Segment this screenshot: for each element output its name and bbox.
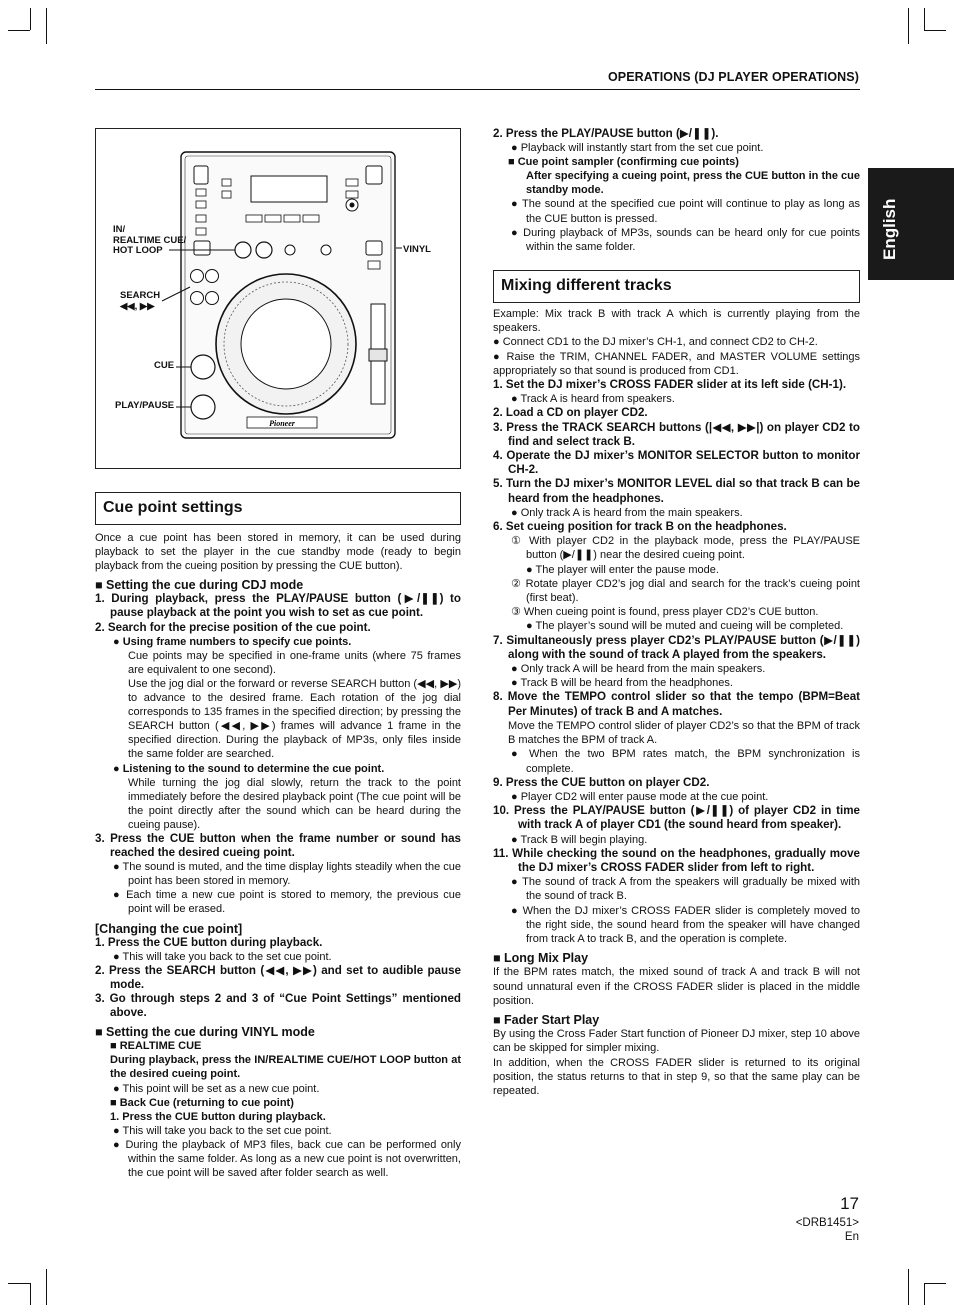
realtime-bullet: ● This point will be set as a new cue point. xyxy=(113,1082,320,1095)
play-step-2-bullet: ● Playback will instantly start from the set cue point. xyxy=(511,142,764,155)
mix-step-8-text: Move the TEMPO control slider of player CD2’s so that the BPM of track B matches the BPM of track A. xyxy=(508,719,860,747)
backcue-step-1: 1. Press the CUE button during playback. xyxy=(110,1110,326,1123)
cdj-step-3: 3. Press the CUE button when the frame number or sound has reached the desired cueing point. xyxy=(95,831,461,860)
fader-text-1: By using the Cross Fader Start function of Pioneer DJ mixer, step 10 above can be skipped for simpler mixing. xyxy=(493,1028,860,1055)
fader-heading: ■ Fader Start Play xyxy=(493,1012,600,1027)
cue-section-title: Cue point settings xyxy=(95,492,461,525)
mix-step-7-bullet-2: ● Track B will be heard from the headphones. xyxy=(511,677,733,690)
language-tab-label: English xyxy=(880,198,899,260)
sampler-bullet-1: ● The sound at the specified cue point will continue to play as long as the CUE button is pressed. xyxy=(511,198,860,225)
mix-bullet-1: ● Connect CD1 to the DJ mixer’s CH-1, and connect CD2 to CH-2. xyxy=(493,336,818,349)
mix-step-6-item-3-bullet: ● The player’s sound will be muted and cueing will be completed. xyxy=(526,620,844,633)
mix-example: Example: Mix track B with track A which is currently playing from the speakers. xyxy=(493,308,860,335)
crop-mark xyxy=(924,8,925,30)
crop-mark xyxy=(8,30,30,31)
mix-step-7: 7. Simultaneously press player CD2’s PLAY/PAUSE button (▶/❚❚) along with the sound of track A played from the speakers. xyxy=(493,633,860,661)
vinyl-heading: ■ Setting the cue during VINYL mode xyxy=(95,1025,315,1040)
crop-mark xyxy=(30,8,31,30)
mix-step-6-item-2: ② Rotate player CD2’s jog dial and search for the track’s cueing point (first beat). xyxy=(511,577,860,605)
crop-mark xyxy=(30,1283,31,1305)
backcue-bullet-2: ● During the playback of MP3 files, back cue can be performed only within the same folder. As long as a new cue point is not overwritten, the cue point will be saved after folder search as well. xyxy=(113,1138,461,1180)
sampler-heading: ■ Cue point sampler (confirming cue points) xyxy=(508,156,739,169)
mix-step-5: 5. Turn the DJ mixer’s MONITOR LEVEL dial so that track B can be heard from the headphones. xyxy=(493,477,860,505)
mix-step-5-bullet: ● Only track A is heard from the main speakers. xyxy=(511,506,743,519)
mix-step-9: 9. Press the CUE button on player CD2. xyxy=(493,775,710,789)
crop-mark xyxy=(924,1283,925,1305)
cue-intro: Once a cue point has been stored in memory, it can be used during playback to set the player in the cue standby mode (ready to begin playback from the cueing position by pressing the CUE button). xyxy=(95,532,461,573)
listen-text: While turning the jog dial slowly, return the track to the point immediately before the desired playback point (The cue point will be the point directly after the sound which can be heard during the cueing pause). xyxy=(128,776,461,831)
frame-text-2: Use the jog dial or the forward or reverse SEARCH button (◀◀, ▶▶) to advance to the desired frame. Each rotation of the jog dial corresponds to 135 frames in the specified direction; by pressing the SEARCH button (◀◀, ▶▶) frames will advance 1 frame in the specified direction. During the playback of MP3s, only files inside the same folder are searched. xyxy=(128,677,461,761)
change-step-3: 3. Go through steps 2 and 3 of “Cue Point Settings” mentioned above. xyxy=(95,992,461,1020)
backcue-heading: ■ Back Cue (returning to cue point) xyxy=(110,1096,294,1109)
crop-mark xyxy=(908,8,909,44)
change-step-1: 1. Press the CUE button during playback. xyxy=(95,935,323,949)
change-step-2: 2. Press the SEARCH button (◀◀, ▶▶) and set to audible pause mode. xyxy=(95,963,461,991)
section-header: OPERATIONS (DJ PLAYER OPERATIONS) xyxy=(607,70,859,84)
player-figure xyxy=(95,128,461,469)
label-in-realtime-cue: IN/ REALTIME CUE/ HOT LOOP xyxy=(113,224,187,256)
mix-step-7-bullet-1: ● Only track A will be heard from the main speakers. xyxy=(511,663,766,676)
crop-mark xyxy=(46,8,47,44)
mix-step-8: 8. Move the TEMPO control slider so that the tempo (BPM=Beat Per Minutes) of track B and A matches. xyxy=(493,690,860,718)
page-number: 17 xyxy=(840,1194,859,1213)
realtime-heading: ■ REALTIME CUE xyxy=(110,1040,202,1053)
listen-heading: ● Listening to the sound to determine the cue point. xyxy=(113,762,385,775)
crop-mark xyxy=(924,30,946,31)
sampler-bullet-2: ● During playback of MP3s, sounds can be heard only for cue points within the same folder. xyxy=(511,226,860,253)
sampler-text: After specifying a cueing point, press the CUE button in the cue standby mode. xyxy=(526,170,860,197)
label-cue: CUE xyxy=(154,360,175,371)
play-step-2: 2. Press the PLAY/PAUSE button (▶/❚❚). xyxy=(493,127,719,140)
fader-text-2: In addition, when the CROSS FADER slider is returned to its original position, the status returns to that in step 9, so that the same play can be repeated. xyxy=(493,1056,860,1097)
mix-step-11-bullet-2: ● When the DJ mixer’s CROSS FADER slider is completely moved to the right side, the sound heard from the speaker will have changed from track A to track B, and the operation is complete. xyxy=(511,904,860,945)
mix-step-11-bullet-1: ● The sound of track A from the speakers will gradually be mixed with the sound of track B. xyxy=(511,876,860,903)
cdj-step-3-bullet-1: ● The sound is muted, and the time display lights steadily when the cue point has been stored in memory. xyxy=(113,861,461,888)
mix-bullet-2: ● Raise the TRIM, CHANNEL FADER, and MASTER VOLUME settings appropriately so that sound is produced from CD1. xyxy=(493,350,860,377)
crop-mark xyxy=(924,1283,946,1284)
cdj-heading: ■ Setting the cue during CDJ mode xyxy=(95,578,304,593)
crop-mark xyxy=(8,1283,30,1284)
frame-text-1: Cue points may be specified in one-frame units (where 75 frames are equivalent to one second). xyxy=(128,649,461,676)
mixing-section-title: Mixing different tracks xyxy=(493,270,860,303)
mix-step-6-item-3: ③ When cueing point is found, press player CD2’s CUE button. xyxy=(511,606,819,619)
backcue-bullet-1: ● This will take you back to the set cue point. xyxy=(113,1124,332,1137)
mix-step-6-item-1-bullet: ● The player will enter the pause mode. xyxy=(526,563,719,576)
label-vinyl: VINYL xyxy=(403,244,431,255)
header-rule xyxy=(95,89,860,90)
crop-mark xyxy=(46,1269,47,1305)
label-play-pause: PLAY/PAUSE xyxy=(115,400,175,411)
right-column-main xyxy=(493,307,860,1098)
mix-step-3: 3. Press the TRACK SEARCH buttons (|◀◀, ▶▶|) on player CD2 to find and select track B. xyxy=(493,420,860,448)
mix-step-8-bullet: ● When the two BPM rates match, the BPM synchronization is complete. xyxy=(511,748,860,775)
mix-step-9-bullet: ● Player CD2 will enter pause mode at the cue point. xyxy=(511,790,769,803)
mix-step-10-bullet: ● Track B will begin playing. xyxy=(511,833,648,846)
left-column xyxy=(95,531,461,1180)
mix-step-11: 11. While checking the sound on the headphones, gradually move the DJ mixer’s CROSS FADER slider from left to right. xyxy=(493,846,860,874)
mix-step-6-item-1: ① With player CD2 in the playback mode, press the PLAY/PAUSE button (▶/❚❚) near the desired cueing point. xyxy=(511,535,860,562)
label-search: SEARCH ◀◀, ▶▶ xyxy=(120,290,161,312)
doc-code-id: <DRB1451> xyxy=(795,1217,859,1229)
cdj-step-2: 2. Search for the precise position of the cue point. xyxy=(95,620,371,634)
doc-code xyxy=(796,1216,859,1244)
cdj-step-3-bullet-2: ● Each time a new cue point is stored to memory, the previous cue point will be erased. xyxy=(113,889,461,916)
longmix-heading: ■ Long Mix Play xyxy=(493,951,589,966)
mix-step-2: 2. Load a CD on player CD2. xyxy=(493,406,648,420)
mix-step-10: 10. Press the PLAY/PAUSE button (▶/❚❚) of player CD2 in time with track A of player CD1 (the sound heard from speaker). xyxy=(493,804,860,832)
mix-step-1-bullet: ● Track A is heard from speakers. xyxy=(511,393,675,406)
longmix-text: If the BPM rates match, the mixed sound of track A and track B will not sound unnatural even if the CROSS FADER slider is placed in the middle position. xyxy=(493,966,860,1007)
crop-mark xyxy=(908,1269,909,1305)
language-tab xyxy=(868,168,954,280)
mix-step-1: 1. Set the DJ mixer’s CROSS FADER slider at its left side (CH-1). xyxy=(493,378,847,392)
change-step-1-bullet: ● This will take you back to the set cue point. xyxy=(113,950,332,963)
cdj-step-1: 1. During playback, press the PLAY/PAUSE button (▶/❚❚) to pause playback at the point you wish to set as cue point. xyxy=(95,592,461,620)
mix-step-4: 4. Operate the DJ mixer’s MONITOR SELECTOR button to monitor CH-2. xyxy=(493,449,860,477)
frame-heading: ● Using frame numbers to specify cue points. xyxy=(113,635,352,648)
change-heading: [Changing the cue point] xyxy=(95,921,243,936)
realtime-text: During playback, press the IN/REALTIME CUE/HOT LOOP button at the desired cueing point. xyxy=(110,1054,461,1081)
right-column-top xyxy=(493,127,860,254)
mix-step-6: 6. Set cueing position for track B on the headphones. xyxy=(493,520,787,534)
doc-code-lang: En xyxy=(844,1231,859,1243)
brand-logo: Pioneer xyxy=(269,419,295,428)
